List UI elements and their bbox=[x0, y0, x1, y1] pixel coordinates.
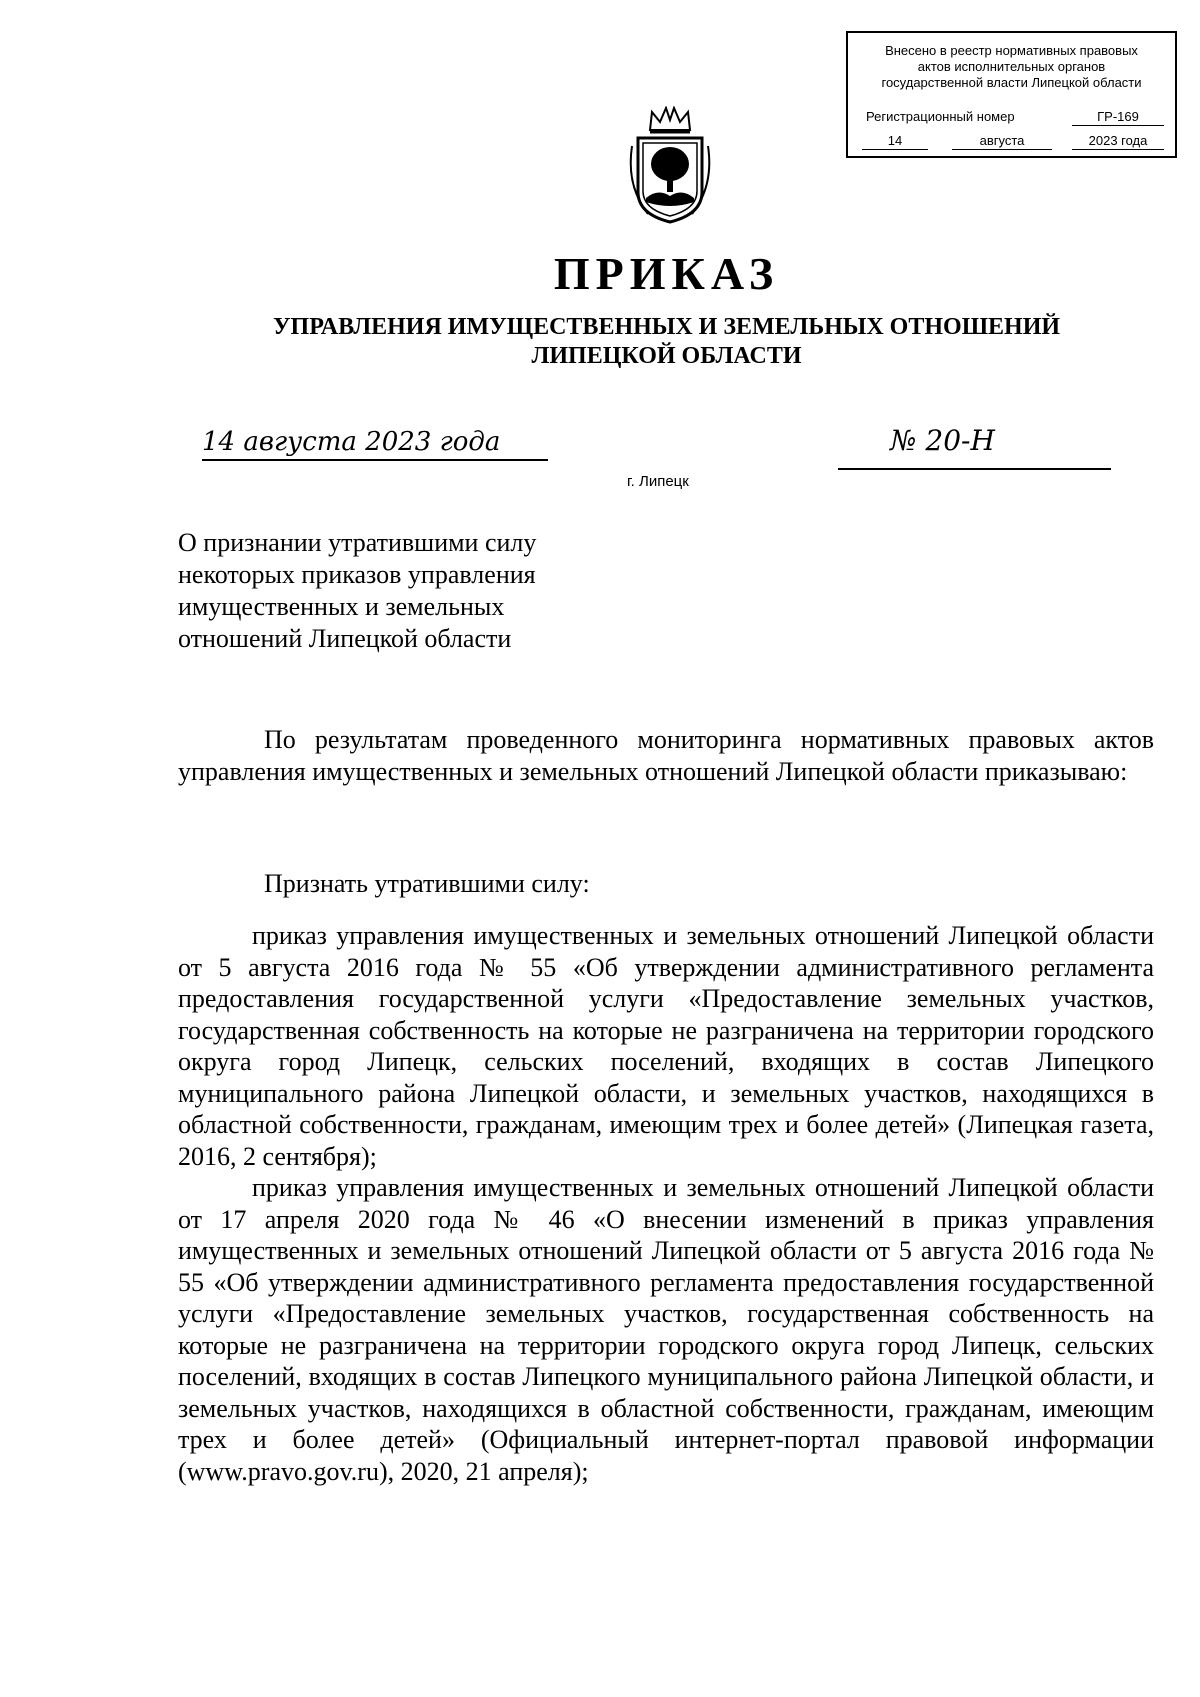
city-label: г. Липецк bbox=[627, 473, 689, 490]
handwritten-number: № 20-Н bbox=[890, 424, 995, 457]
stamp-reg-number: ГР-169 bbox=[1072, 108, 1164, 126]
revoked-order-item: приказ управления имущественных и земельных отношений Липецкой области от 17 апреля 2020 года № 46 «О внесении изменений в приказ управления имущественных и земельных отношений Липецкой области от 5 августа 2016 года № 55 «Об утверждении административного регламента предоставления государственной услуги «Предоставление земельных участков, государственная собственность на которые не разграничена на территории городского округа город Липецк, сельских поселений, входящих в состав Липецкого муниципального района Липецкой области, и земельных участков, находящихся в областной собственности, гражданам, имеющим трех и более детей» (Официальный интернет-портал правовой информации (www.pravo.gov.ru), 2020, 21 апреля); bbox=[178, 1173, 1154, 1486]
stamp-date-row bbox=[848, 132, 1175, 150]
page-title: ПРИКАЗ bbox=[553, 248, 780, 299]
stamp-reg-label: Регистрационный номер bbox=[866, 109, 1015, 124]
subject-line: некоторых приказов управления bbox=[178, 560, 536, 589]
subject-line: имущественных и земельных bbox=[178, 592, 505, 621]
issuer-line-1: УПРАВЛЕНИЯ ИМУЩЕСТВЕННЫХ И ЗЕМЕЛЬНЫХ ОТНОШЕНИЙ bbox=[272, 314, 1061, 340]
issuer-line-2: ЛИПЕЦКОЙ ОБЛАСТИ bbox=[531, 343, 802, 369]
decision-text: Признать утратившими силу: bbox=[264, 869, 590, 898]
stamp-reg-row bbox=[848, 108, 1175, 126]
number-underline bbox=[838, 468, 1111, 470]
handwritten-date: 14 августа 2023 года bbox=[202, 427, 548, 461]
stamp-line-3: государственной власти Липецкой области bbox=[881, 75, 1142, 90]
preamble-text: По результатам проведенного мониторинга нормативных правовых актов управления имущественных и земельных отношений Липецкой области приказываю: bbox=[178, 725, 1154, 786]
subject-line: отношений Липецкой области bbox=[178, 624, 512, 653]
stamp-year: 2023 года bbox=[1072, 132, 1164, 150]
registry-stamp bbox=[846, 31, 1177, 158]
stamp-month: августа bbox=[952, 132, 1052, 150]
lipetsk-coat-of-arms-icon bbox=[624, 106, 716, 224]
stamp-line-2: актов исполнительных органов bbox=[917, 59, 1106, 74]
order-subject bbox=[178, 527, 598, 655]
stamp-day: 14 bbox=[862, 132, 928, 150]
revoked-order-item: приказ управления имущественных и земельных отношений Липецкой области от 5 августа 2016 года № 55 «Об утверждении административного регламента предоставления государственной услуги «Предоставление земельных участков, государственная собственность на которые не разграничена на территории городского округа город Липецк, сельских поселений, входящих в состав Липецкого муниципального района Липецкой области, и земельных участков, находящихся в областной собственности, гражданам, имеющим трех и более детей» (Липецкая газета, 2016, 2 сентября); bbox=[178, 921, 1154, 1171]
subject-line: О признании утратившими силу bbox=[178, 528, 537, 557]
stamp-line-1: Внесено в реестр нормативных правовых bbox=[885, 43, 1138, 58]
preamble bbox=[178, 724, 1154, 787]
stamp-header bbox=[848, 42, 1175, 92]
revoked-orders-list bbox=[178, 920, 1154, 1487]
decision bbox=[178, 868, 1154, 900]
